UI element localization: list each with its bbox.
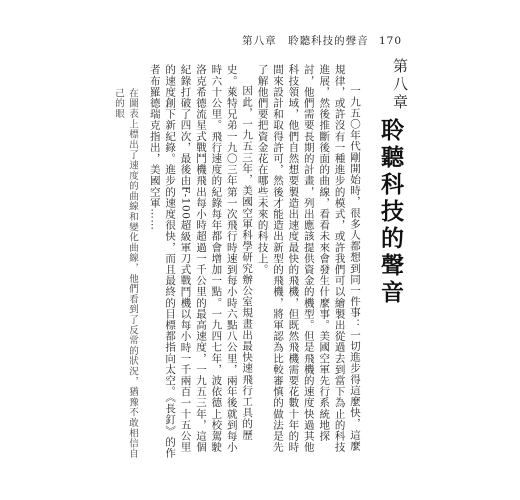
body-text	[100, 64, 362, 459]
running-header	[242, 33, 402, 48]
chapter-label: 第八章	[391, 58, 409, 112]
caption-line: 在圖表上標出了速度的曲線和變化曲線，他們看到了反常的狀況，猶豫不敢相信自己的眼	[113, 88, 138, 459]
running-title: 第八章 聆聽科技的聲音	[242, 35, 369, 47]
page-number: 170	[378, 35, 402, 47]
paragraph: 因此，一九五三年，美國空軍科學研究辦公室規畫出最快速飛行工具的歷史。萊特兄弟一九〇三年第一次飛行時速到每小時六點八公里，兩年後就到每小時六十公里。飛行速度的紀錄每年都會增加一點。一九四七年，波依德上校駕駛洛克希德流星式戰鬥機飛出每小時超過一千公里的最高速度，一九五三年，這個紀錄打破了四次，最後由F-100超級軍刀式戰鬥機以每小時一千兩百一十五公里的速度創下新紀錄。進步的速度很快，而且最終的目標都指向太空。《長釘》的作者布羅德瑞克指出，美國空軍……	[148, 64, 254, 459]
paragraph: 一九五〇年代剛開始時，很多人都想到同一件事：一切進步得這麼快，這麼規律，或許沒有一種進步的模式，或許我們可以繪製出從過去到當下為止的科技進展，然後推斷後面的曲線，看看未來會發生什麼事。美國空軍先行系統地探討，他們需要長期的計畫，列出應該提供資金的機型。但是飛機的速度快過其他科技領域，他們自然想要製造出速度最快的飛機，但既然飛機需要花數十年的時間來設計和取得許可，然後才能造出新型的飛機，將軍認為比較審慎的做法是先了解他們要把資金花在哪些未來的科技上。	[256, 64, 361, 453]
chapter-title: 聆聽科技的聲音	[377, 118, 404, 307]
figure-caption	[100, 88, 138, 466]
